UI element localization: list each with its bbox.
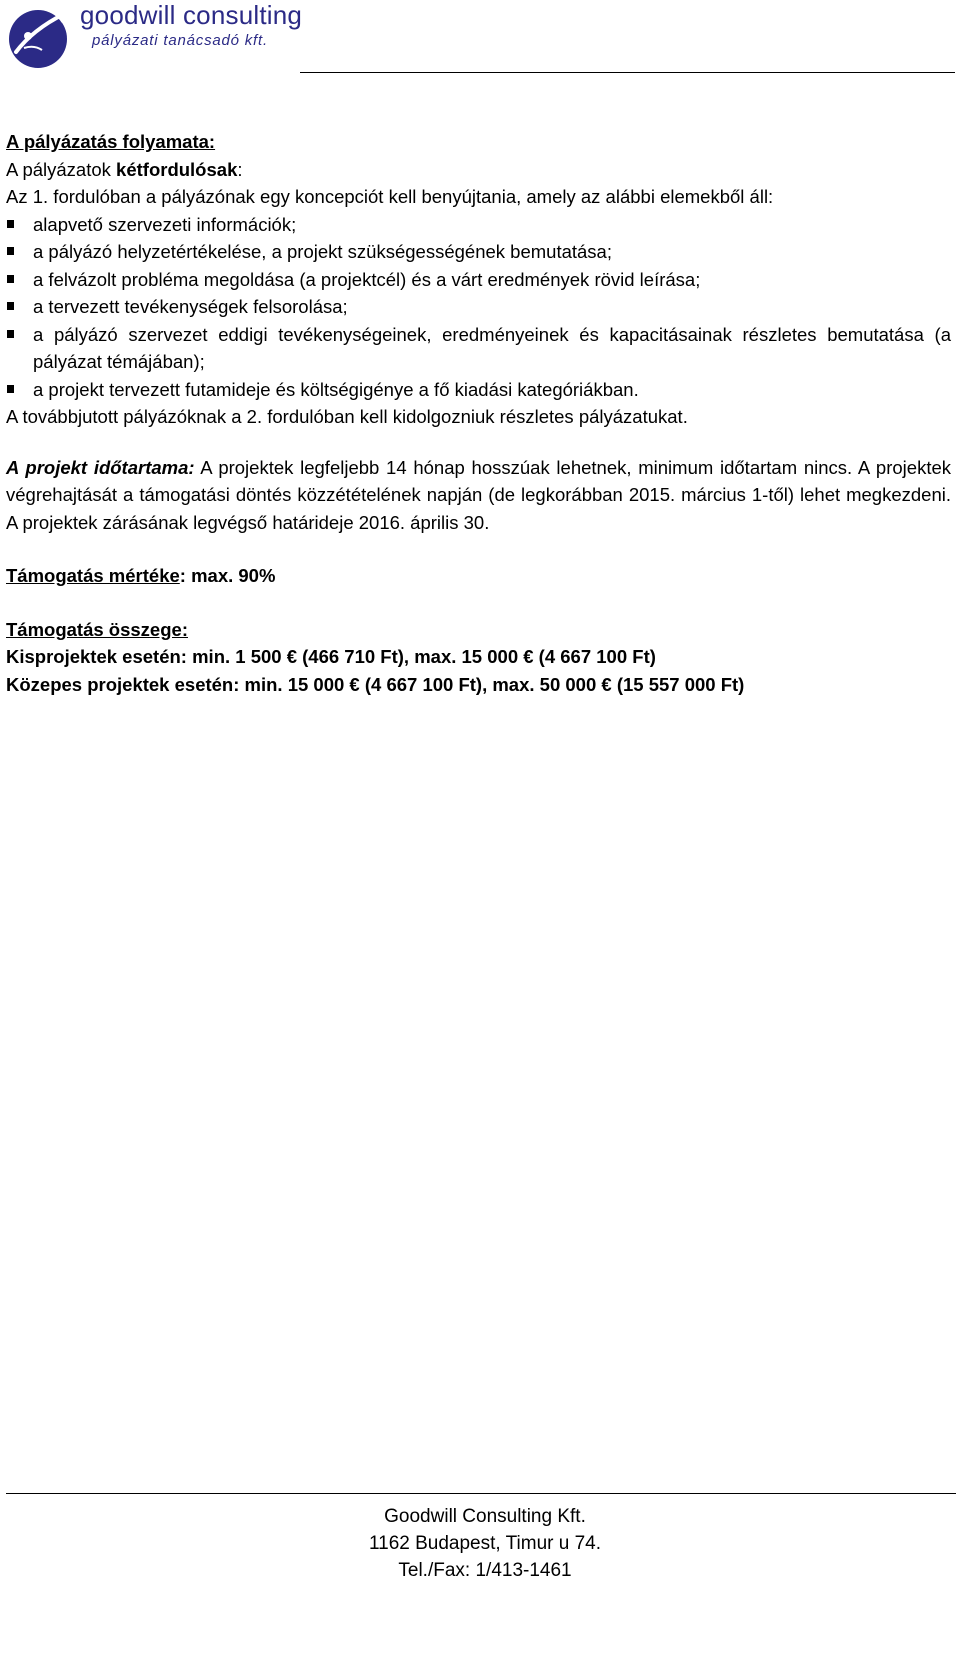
round1-intro: Az 1. fordulóban a pályázónak egy koncepciót kell benyújtania, amely az alábbi elemekből áll: <box>6 186 774 207</box>
list-item: a pályázó helyzetértékelése, a projekt szükségességének bemutatása; <box>6 238 951 266</box>
document-body <box>6 128 951 698</box>
spacer <box>6 536 951 562</box>
rounds-suffix: : <box>237 158 243 180</box>
duration-paragraph <box>6 454 951 537</box>
rounds-line <box>6 156 951 184</box>
list-item: a pályázó szervezet eddigi tevékenységeinek, eredményeinek és kapacitásainak részletes bemutatása (a pályázat témájában); <box>6 321 951 376</box>
support-rate-value: : max. 90% <box>179 565 276 586</box>
medium-projects-amount: Közepes projektek esetén: min. 15 000 € (4 667 100 Ft), max. 50 000 € (15 557 000 Ft) <box>6 673 745 695</box>
list-item: alapvető szervezeti információk; <box>6 211 951 239</box>
list-item: a projekt tervezett futamideje és költségigénye a fő kiadási kategóriákban. <box>6 376 951 404</box>
page-header <box>0 0 960 80</box>
footer-phone: Tel./Fax: 1/413-1461 <box>398 1560 572 1581</box>
footer-company: Goodwill Consulting Kft. <box>384 1506 586 1527</box>
round2-text: A továbbjutott pályázóknak a 2. fordulóban kell kidolgozniuk részletes pályázatukat. <box>6 406 688 427</box>
duration-label: A projekt időtartama: <box>6 456 195 478</box>
spacer <box>6 590 951 616</box>
process-heading: A pályázatás folyamata: <box>6 131 216 152</box>
spacer <box>6 431 951 454</box>
brand-name: goodwill consulting <box>80 0 303 30</box>
list-item: a felvázolt probléma megoldása (a projektcél) és a várt eredmények rövid leírása; <box>6 266 951 294</box>
small-projects-amount: Kisprojektek esetén: min. 1 500 € (466 710 Ft), max. 15 000 € (4 667 100 Ft) <box>6 646 656 667</box>
brand-tagline: pályázati tanácsadó kft. <box>92 32 268 49</box>
goodwill-globe-logo-icon <box>6 6 70 70</box>
list-item: a tervezett tevékenységek felsorolása; <box>6 293 951 321</box>
page-footer <box>0 1488 960 1584</box>
concept-elements-list <box>6 211 951 404</box>
support-rate-label: Támogatás mértéke <box>6 565 180 586</box>
support-rate <box>6 562 951 590</box>
footer-address: 1162 Budapest, Timur u 74. <box>368 1533 602 1554</box>
rounds-bold: kétfordulósak <box>116 158 238 180</box>
header-divider <box>300 72 955 73</box>
rounds-prefix: A pályázatok <box>6 158 117 180</box>
duration-text: A projektek legfeljebb 14 hónap hosszúak lehetnek, minimum időtartam nincs. A projektek végrehajtását a támogatási döntés közzétételének napján (de legkorábban 2015. március 1-től) lehet megkezdeni. A projektek zárásának legvégső határideje 2016. április 30. <box>6 456 951 533</box>
support-amount-heading: Támogatás összege: <box>6 618 188 640</box>
